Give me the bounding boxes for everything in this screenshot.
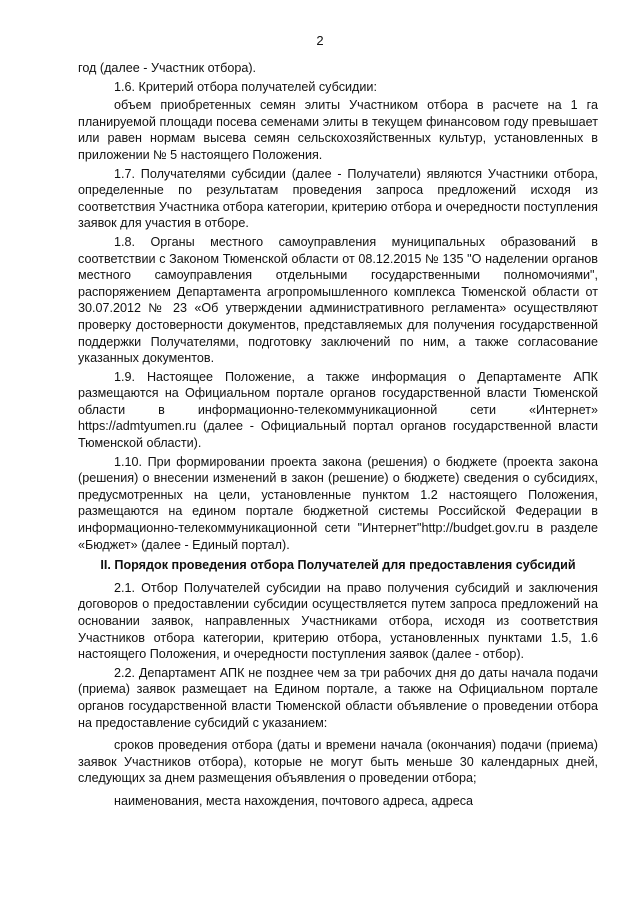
paragraph-name-address: наименования, места нахождения, почтового адреса, адреса bbox=[114, 793, 474, 808]
document-body bbox=[78, 60, 598, 812]
paragraph-1-8: 1.8. Органы местного самоуправления муниципальных образований в соответствии с Законом Тюменской области от 08.12.2015 № 135 "О наделении органов местного самоуправления отдельными государственными полномочиями", распоряжением Департамента агропромышленного комплекса Тюменской области от 30.07.2012 № 23 «Об утверждении административного регламента» осуществляют проверку достоверности документов, представляемых для получения государственной поддержки Получателями, подготовку заключений по ним, а также согласование указанных документов. bbox=[78, 234, 598, 366]
paragraph-1-9: 1.9. Настоящее Положение, а также информация о Департаменте АПК размещаются на Официальном портале органов государственной власти Тюменской области в информационно-телекоммуникационной сети «Интернет» https://admtyumen.ru (далее - Официальный портал органов государственной власти Тюменской области). bbox=[78, 369, 598, 451]
paragraph-deadlines: сроков проведения отбора (даты и времени начала (окончания) подачи (приема) заявок Участников отбора), которые не могут быть меньше 30 календарных дней, следующих за днем размещения объявления о проведении отбора; bbox=[78, 738, 598, 786]
paragraph-1-10: 1.10. При формировании проекта закона (решения) о бюджете (проекта закона (решения) о внесении изменений в закон (решение) о бюджете) сведения о субсидиях, предусмотренных на цели, установленные пунктом 1.2 настоящего Положения, размещаются на едином портале бюджетной системы Российской Федерации в информационно-телекоммуникационной сети "Интернет"http://budget.gov.ru в разделе «Бюджет» (далее - Единый портал). bbox=[78, 454, 598, 552]
paragraph-2-2: 2.2. Департамент АПК не позднее чем за три рабочих дня до даты начала подачи (приема) заявок размещает на Едином портале, а также на Официальном портале органов государственной власти Тюменской области объявление о проведении отбора на предоставление субсидий с указанием: bbox=[78, 665, 598, 730]
paragraph-1-7: 1.7. Получателями субсидии (далее - Получатели) являются Участники отбора, определенные по результатам проведения запроса предложений исходя из соответствия Участника отбора категории, критерию отбора и очередности поступления заявок для участия в отборе. bbox=[78, 166, 598, 231]
paragraph-2-1: 2.1. Отбор Получателей субсидии на право получения субсидий и заключения договоров о предоставлении субсидии осуществляется путем запроса предложений на основании заявок, направленных Участниками отбора, исходя из соответствия Участников отбора категории, критерию отбора, установленных пунктами 1.5, 1.6 настоящего Положения, и очередности поступления заявок (далее - отбор). bbox=[78, 580, 598, 662]
page-number: 2 bbox=[316, 33, 324, 48]
section-heading: II. Порядок проведения отбора Получателей для предоставления субсидий bbox=[100, 558, 576, 573]
paragraph-1-6: 1.6. Критерий отбора получателей субсидии: bbox=[114, 79, 377, 94]
paragraph-criterion: объем приобретенных семян элиты Участником отбора в расчете на 1 га планируемой площади посева семенами элиты в текущем финансовом году превышает или равен нормам высева семян сельскохозяйственных культур, установленных в приложении № 5 настоящего Положения. bbox=[78, 98, 598, 162]
paragraph-continuation: год (далее - Участник отбора). bbox=[78, 61, 257, 75]
